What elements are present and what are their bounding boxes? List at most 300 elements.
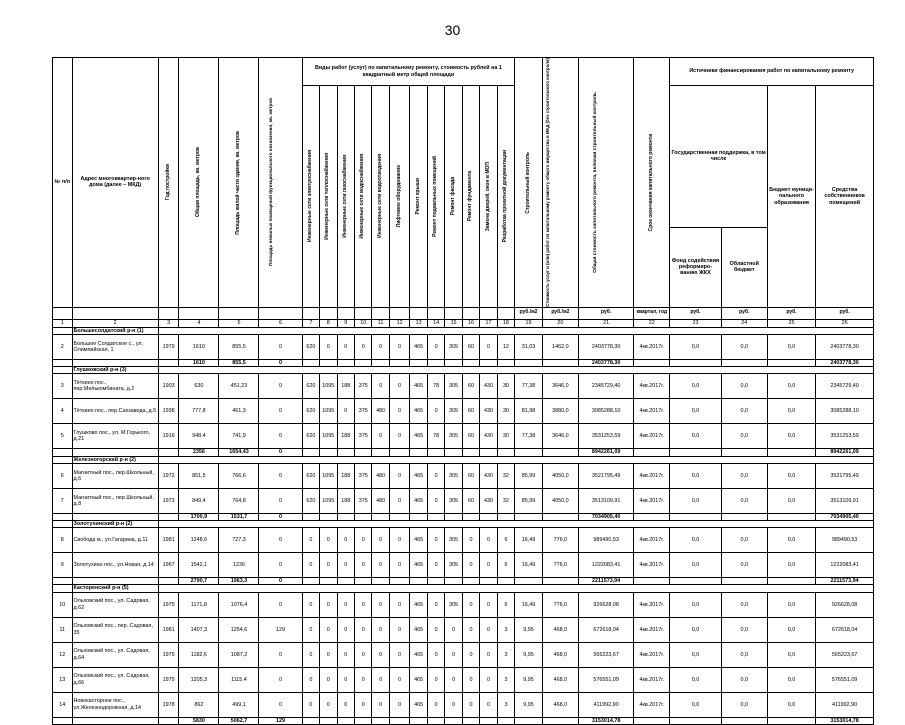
row-cost-per-m2: 4050,0 [542, 488, 578, 513]
row-number: 11 [53, 617, 73, 642]
subtotal-row [53, 360, 874, 367]
header-work-2: Инженерные сети теплоснабжения [324, 153, 331, 240]
subtotal-total-cost: 7034905,40 [578, 513, 633, 520]
district-row [53, 327, 874, 334]
row-living-area: 727,3 [219, 528, 259, 553]
row-work-cost: 0 [427, 692, 444, 717]
row-owners: 3085288,10 [816, 399, 874, 424]
row-work-cost: 465 [410, 642, 427, 667]
row-total-area: 630 [179, 374, 219, 399]
subtotal-total-area: 1700,9 [179, 513, 219, 520]
row-work-cost: 0 [372, 335, 389, 360]
subtotal-empty [389, 717, 410, 724]
header-term: Срок окончания капитального ремонта [647, 133, 654, 232]
header-regional: Областной бюджет [721, 227, 767, 307]
subtotal-empty [337, 513, 354, 520]
subtotal-empty [389, 578, 410, 585]
row-year: 1981 [158, 617, 179, 642]
subtotal-empty [354, 449, 371, 456]
row-address: Ольховский пос., пер. Садовая, 35 [72, 617, 158, 642]
row-municipal: 0,0 [767, 424, 815, 449]
row-term: 4кв.2017г. [634, 463, 670, 488]
row-regional: 0,0 [721, 488, 767, 513]
row-total-area: 1407,3 [179, 617, 219, 642]
unit-23: руб. [670, 307, 721, 319]
row-work-cost: 0 [302, 528, 319, 553]
row-work-cost: 465 [410, 374, 427, 399]
table-row [53, 488, 874, 513]
row-fund: 0,0 [670, 692, 721, 717]
row-regional: 0,0 [721, 374, 767, 399]
row-work-cost: 0 [302, 553, 319, 578]
row-total-area: 1248,6 [179, 528, 219, 553]
row-total-cost: 1222083,41 [578, 553, 633, 578]
row-work-cost: 60 [462, 424, 479, 449]
row-total-area: 948,4 [179, 424, 219, 449]
row-work-cost: 60 [462, 374, 479, 399]
row-total-area: 862 [179, 692, 219, 717]
row-work-cost: 0 [372, 553, 389, 578]
row-work-cost: 0 [320, 553, 337, 578]
row-work-cost: 0 [337, 642, 354, 667]
subtotal-empty [53, 513, 73, 520]
row-work-cost: 0 [427, 592, 444, 617]
header-func-area: Площадь нежилых помещений функционального назначения, кв. метров [267, 98, 273, 267]
row-address: Ольховский пос., ул. Садовая, д.64 [72, 642, 158, 667]
row-term: 4кв.2017г. [634, 335, 670, 360]
subtotal-empty [410, 449, 427, 456]
subtotal-total-area: 5830 [179, 717, 219, 724]
row-work-cost: 6 [497, 592, 514, 617]
row-living-area: 451,23 [219, 374, 259, 399]
row-work-cost: 465 [410, 399, 427, 424]
row-work-cost: 480 [372, 463, 389, 488]
unit-25: руб. [767, 307, 815, 319]
row-address: Тёткино пос., пер.Мелькомбината, д.2 [72, 374, 158, 399]
row-func-area: 0 [259, 399, 302, 424]
row-number: 8 [53, 528, 73, 553]
row-work-cost: 0 [389, 424, 410, 449]
row-term: 4кв.2017г. [634, 617, 670, 642]
row-cost-per-m2: 468,0 [542, 692, 578, 717]
row-address: Новокасторное пос., ул.Железнодорожная, д.14 [72, 692, 158, 717]
row-year: 1973 [158, 488, 179, 513]
row-fund: 0,0 [670, 424, 721, 449]
subtotal-total-area: 1610 [179, 360, 219, 367]
row-year: 1975 [158, 592, 179, 617]
row-living-area: 1115,4 [219, 667, 259, 692]
row-address: Ольховский пос., ул. Садовая, д.62 [72, 592, 158, 617]
row-work-cost: 0 [427, 553, 444, 578]
subtotal-empty [767, 360, 815, 367]
row-term: 4кв.2017г. [634, 488, 670, 513]
subtotal-empty [445, 578, 462, 585]
column-index: 4 [179, 319, 219, 327]
subtotal-empty [372, 717, 389, 724]
row-municipal: 0,0 [767, 667, 815, 692]
row-regional: 0,0 [721, 424, 767, 449]
column-index: 1 [53, 319, 73, 327]
row-number: 4 [53, 399, 73, 424]
row-construction-control: 85,99 [515, 488, 543, 513]
row-total-area: 1542,1 [179, 553, 219, 578]
column-index: 25 [767, 319, 815, 327]
table-row [53, 528, 874, 553]
subtotal-empty [497, 513, 514, 520]
row-work-cost: 0 [337, 553, 354, 578]
subtotal-empty [721, 360, 767, 367]
district-spacer [53, 456, 73, 463]
row-work-cost: 0 [389, 642, 410, 667]
row-work-cost: 375 [354, 399, 371, 424]
column-index: 6 [259, 319, 302, 327]
row-owners: 411992,90 [816, 692, 874, 717]
row-municipal: 0,0 [767, 399, 815, 424]
column-index: 2 [72, 319, 158, 327]
row-work-cost: 0 [354, 335, 371, 360]
row-municipal: 0,0 [767, 617, 815, 642]
column-index: 10 [354, 319, 371, 327]
subtotal-empty [542, 513, 578, 520]
table-row [53, 667, 874, 692]
row-work-cost: 0 [337, 399, 354, 424]
row-work-cost: 0 [480, 592, 497, 617]
header-work-7: Ремонт крыши [414, 178, 421, 215]
column-index: 17 [480, 319, 497, 327]
subtotal-empty [445, 449, 462, 456]
row-cost-per-m2: 468,0 [542, 617, 578, 642]
row-living-area: 855,5 [219, 335, 259, 360]
header-address: Адрес многоквартир-ного дома (далее – МКД) [72, 58, 158, 308]
column-index-row [53, 319, 874, 327]
row-owners: 989490,53 [816, 528, 874, 553]
row-construction-control: 77,38 [515, 374, 543, 399]
row-cost-per-m2: 468,0 [542, 667, 578, 692]
row-term: 4кв.2017г. [634, 374, 670, 399]
column-index: 8 [320, 319, 337, 327]
subtotal-func-area: 0 [259, 360, 302, 367]
subtotal-empty [158, 513, 179, 520]
header-work-8: Ремонт подвальных помещений [432, 156, 439, 237]
unit-19: руб./м2 [515, 307, 543, 319]
row-total-cost: 3531253,59 [578, 424, 633, 449]
row-municipal: 0,0 [767, 463, 815, 488]
row-total-cost: 2403778,30 [578, 335, 633, 360]
row-year: 1978 [158, 692, 179, 717]
column-index: 13 [410, 319, 427, 327]
row-work-cost: 305 [445, 592, 462, 617]
row-total-area: 1171,8 [179, 592, 219, 617]
row-number: 5 [53, 424, 73, 449]
row-func-area: 0 [259, 528, 302, 553]
row-work-cost: 0 [480, 553, 497, 578]
row-term: 4кв.2017г. [634, 642, 670, 667]
row-work-cost: 0 [372, 592, 389, 617]
subtotal-empty [515, 578, 543, 585]
subtotal-empty [670, 717, 721, 724]
row-work-cost: 0 [427, 667, 444, 692]
row-work-cost: 0 [302, 692, 319, 717]
subtotal-living-area: 5062,7 [219, 717, 259, 724]
subtotal-empty [302, 513, 319, 520]
row-work-cost: 0 [337, 667, 354, 692]
header-work-5: Инженерные сети водоотведения [376, 154, 383, 239]
row-work-cost: 305 [445, 528, 462, 553]
subtotal-empty [372, 360, 389, 367]
subtotal-total-cost: 2211573,94 [578, 578, 633, 585]
row-work-cost: 465 [410, 617, 427, 642]
row-work-cost: 188 [337, 488, 354, 513]
row-total-cost: 576551,09 [578, 667, 633, 692]
row-work-cost: 30 [497, 374, 514, 399]
subtotal-empty [670, 449, 721, 456]
row-work-cost: 78 [427, 374, 444, 399]
subtotal-func-area: 0 [259, 513, 302, 520]
subtotal-living-area: 1531,7 [219, 513, 259, 520]
row-number: 3 [53, 374, 73, 399]
row-year: 1975 [158, 642, 179, 667]
subtotal-empty [337, 449, 354, 456]
row-func-area: 0 [259, 374, 302, 399]
row-fund: 0,0 [670, 399, 721, 424]
row-work-cost: 305 [445, 424, 462, 449]
row-work-cost: 0 [462, 553, 479, 578]
subtotal-total-area: 2790,7 [179, 578, 219, 585]
row-living-area: 1254,6 [219, 617, 259, 642]
row-work-cost: 32 [497, 463, 514, 488]
subtotal-row [53, 717, 874, 724]
row-living-area: 1236 [219, 553, 259, 578]
column-index: 23 [670, 319, 721, 327]
row-work-cost: 0 [372, 528, 389, 553]
row-work-cost: 0 [389, 553, 410, 578]
subtotal-empty [497, 578, 514, 585]
row-total-cost: 411992,90 [578, 692, 633, 717]
row-year: 1981 [158, 528, 179, 553]
row-fund: 0,0 [670, 617, 721, 642]
row-work-cost: 30 [497, 399, 514, 424]
row-address: Большое Солдатское с., ул. Олимпийская, 1 [72, 335, 158, 360]
subtotal-empty [354, 513, 371, 520]
row-work-cost: 0 [462, 667, 479, 692]
district-row [53, 456, 874, 463]
subtotal-empty [320, 717, 337, 724]
row-living-area: 741,9 [219, 424, 259, 449]
row-owners: 672618,04 [816, 617, 874, 642]
row-work-cost: 0 [302, 642, 319, 667]
subtotal-empty [158, 449, 179, 456]
row-work-cost: 0 [337, 592, 354, 617]
row-living-area: 764,8 [219, 488, 259, 513]
row-work-cost: 0 [337, 617, 354, 642]
subtotal-func-area: 129 [259, 717, 302, 724]
row-work-cost: 0 [354, 642, 371, 667]
row-work-cost: 305 [445, 488, 462, 513]
row-regional: 0,0 [721, 528, 767, 553]
subtotal-empty [158, 578, 179, 585]
row-work-cost: 375 [354, 463, 371, 488]
row-work-cost: 620 [302, 374, 319, 399]
subtotal-living-area: 1963,3 [219, 578, 259, 585]
row-work-cost: 0 [320, 335, 337, 360]
row-work-cost: 0 [389, 617, 410, 642]
district-row [53, 521, 874, 528]
subtotal-row [53, 578, 874, 585]
subtotal-empty [320, 578, 337, 585]
subtotal-total-area: 2356 [179, 449, 219, 456]
row-owners: 3513109,91 [816, 488, 874, 513]
subtotal-empty [515, 717, 543, 724]
header-construction-control: Строительный контроль [524, 151, 531, 214]
subtotal-empty [634, 360, 670, 367]
row-regional: 0,0 [721, 617, 767, 642]
subtotal-row [53, 449, 874, 456]
table-row [53, 642, 874, 667]
district-fill [158, 521, 873, 528]
row-fund: 0,0 [670, 488, 721, 513]
row-address: Ольховский пос., ул. Садовая, д.66 [72, 667, 158, 692]
header-work-1: Инженерные сети электроснабжения [306, 150, 313, 243]
header-works-group: Виды работ (услуг) по капитальному ремонту, стоимость рублей на 1 квадратный метр общей площади [302, 58, 515, 86]
row-work-cost: 0 [462, 528, 479, 553]
subtotal-empty [462, 449, 479, 456]
column-index: 21 [578, 319, 633, 327]
subtotal-empty [389, 513, 410, 520]
row-work-cost: 465 [410, 488, 427, 513]
subtotal-empty [462, 360, 479, 367]
row-func-area: 0 [259, 592, 302, 617]
row-total-area: 1182,6 [179, 642, 219, 667]
district-name: Глушковский р-н (3) [72, 367, 158, 374]
subtotal-total-cost: 3153014,78 [578, 717, 633, 724]
column-index: 18 [497, 319, 514, 327]
row-address: Магнитный пос., пер.Школьный, д.6 [72, 463, 158, 488]
row-func-area: 0 [259, 667, 302, 692]
subtotal-empty [427, 360, 444, 367]
column-index: 19 [515, 319, 543, 327]
table-row [53, 692, 874, 717]
row-work-cost: 305 [445, 399, 462, 424]
row-work-cost: 0 [427, 399, 444, 424]
subtotal-empty [72, 717, 158, 724]
row-fund: 0,0 [670, 592, 721, 617]
row-work-cost: 0 [427, 528, 444, 553]
column-index: 26 [816, 319, 874, 327]
unit-20: руб./м2 [542, 307, 578, 319]
row-number: 2 [53, 335, 73, 360]
subtotal-owners: 7034905,40 [816, 513, 874, 520]
capital-repair-table [52, 57, 874, 725]
row-year: 1967 [158, 553, 179, 578]
subtotal-living-area: 1654,43 [219, 449, 259, 456]
subtotal-empty [302, 717, 319, 724]
district-fill [158, 367, 873, 374]
district-name: Большесолдатский р-н (1) [72, 327, 158, 334]
row-address: Тёткино пос., пер.Сахзавода, д.5 [72, 399, 158, 424]
row-work-cost: 0 [354, 592, 371, 617]
column-index: 3 [158, 319, 179, 327]
subtotal-empty [497, 360, 514, 367]
subtotal-empty [721, 717, 767, 724]
district-row [53, 367, 874, 374]
row-term: 4кв.2017г. [634, 592, 670, 617]
row-work-cost: 0 [427, 463, 444, 488]
row-work-cost: 0 [354, 528, 371, 553]
header-total-area: Общая площадь, кв. метров [195, 147, 202, 218]
row-work-cost: 0 [427, 617, 444, 642]
subtotal-owners: 3153014,78 [816, 717, 874, 724]
row-work-cost: 465 [410, 463, 427, 488]
row-work-cost: 1095 [320, 424, 337, 449]
row-work-cost: 375 [354, 488, 371, 513]
row-work-cost: 3 [497, 642, 514, 667]
row-cost-per-m2: 468,0 [542, 642, 578, 667]
subtotal-empty [410, 360, 427, 367]
row-work-cost: 6 [497, 528, 514, 553]
row-func-area: 0 [259, 553, 302, 578]
header-state-support: Государственная поддержка, в том числе [670, 86, 768, 228]
row-total-cost: 3085288,10 [578, 399, 633, 424]
subtotal-empty [302, 360, 319, 367]
subtotal-empty [410, 578, 427, 585]
row-func-area: 0 [259, 424, 302, 449]
row-work-cost: 465 [410, 667, 427, 692]
subtotal-empty [354, 360, 371, 367]
row-func-area: 0 [259, 488, 302, 513]
unit-22: квартал, год [634, 307, 670, 319]
district-name: Золотухинский р-н (2) [72, 521, 158, 528]
subtotal-empty [337, 360, 354, 367]
row-construction-control: 77,38 [515, 424, 543, 449]
row-work-cost: 305 [445, 463, 462, 488]
district-fill [158, 327, 873, 334]
row-cost-per-m2: 4050,0 [542, 463, 578, 488]
row-work-cost: 12 [497, 335, 514, 360]
header-owners: Средства собственников помещений [816, 86, 874, 308]
column-index: 22 [634, 319, 670, 327]
row-work-cost: 1095 [320, 488, 337, 513]
row-construction-control: 31,03 [515, 335, 543, 360]
row-work-cost: 430 [480, 399, 497, 424]
row-work-cost: 0 [372, 667, 389, 692]
row-year: 1975 [158, 667, 179, 692]
row-construction-control: 9,95 [515, 617, 543, 642]
row-work-cost: 0 [320, 667, 337, 692]
row-work-cost: 0 [320, 528, 337, 553]
subtotal-empty [372, 449, 389, 456]
row-work-cost: 0 [302, 617, 319, 642]
row-construction-control: 16,49 [515, 592, 543, 617]
subtotal-empty [670, 360, 721, 367]
table-row [53, 399, 874, 424]
table-row [53, 335, 874, 360]
subtotal-total-cost: 8942261,09 [578, 449, 633, 456]
row-work-cost: 0 [337, 335, 354, 360]
subtotal-living-area: 855,5 [219, 360, 259, 367]
row-work-cost: 1095 [320, 399, 337, 424]
subtotal-empty [389, 449, 410, 456]
subtotal-total-cost: 2403778,30 [578, 360, 633, 367]
row-work-cost: 0 [302, 667, 319, 692]
row-work-cost: 3 [497, 692, 514, 717]
row-work-cost: 0 [372, 692, 389, 717]
row-cost-per-m2: 3880,0 [542, 399, 578, 424]
row-work-cost: 0 [445, 642, 462, 667]
row-work-cost: 3 [497, 667, 514, 692]
row-owners: 1222083,41 [816, 553, 874, 578]
row-work-cost: 0 [389, 528, 410, 553]
row-func-area: 0 [259, 335, 302, 360]
